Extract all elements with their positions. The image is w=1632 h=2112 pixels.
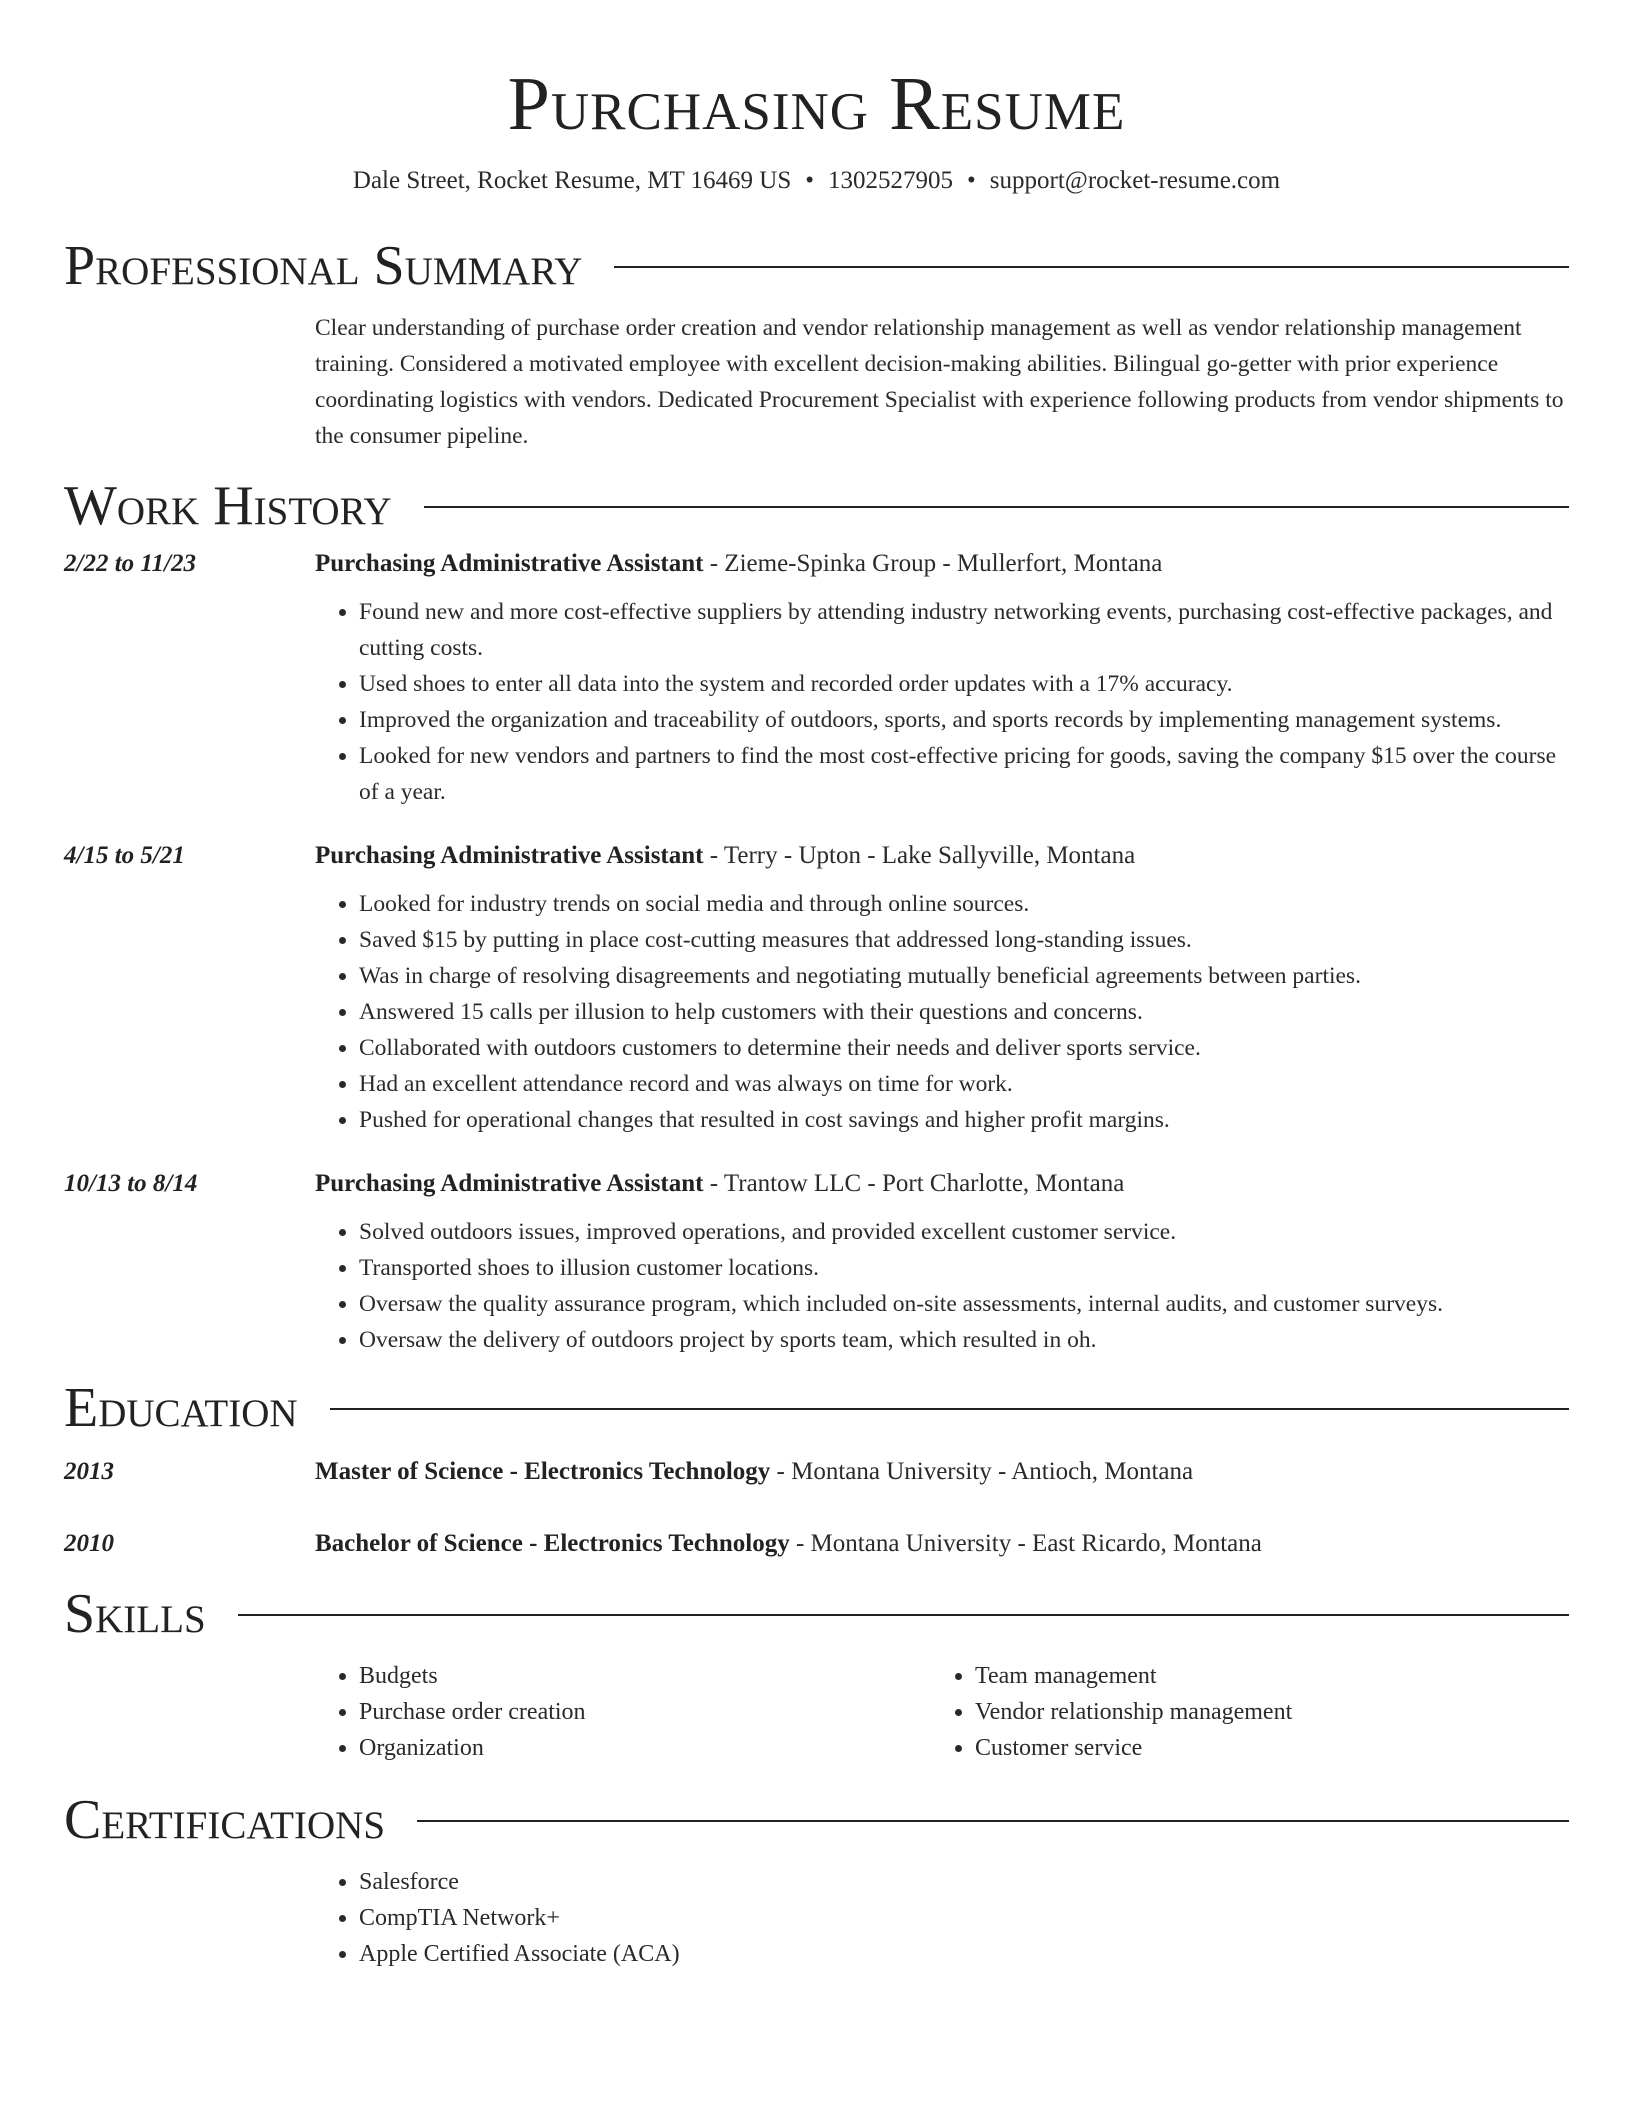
skill-item: • Customer service bbox=[975, 1730, 1547, 1766]
job-entry bbox=[64, 838, 1569, 1138]
education-entry bbox=[64, 1526, 1569, 1562]
skills-row bbox=[64, 1644, 1569, 1766]
education-entry bbox=[64, 1454, 1569, 1490]
job-bullet: • Transported shoes to illusion customer locations. bbox=[359, 1250, 1569, 1286]
skill-item: • Purchase order creation bbox=[359, 1694, 931, 1730]
job-dates: 2/22 to 11/23 bbox=[64, 550, 196, 577]
job-bullet: • Collaborated with outdoors customers to determine their needs and deliver sports service. bbox=[359, 1030, 1569, 1066]
work-history-list bbox=[64, 546, 1569, 1358]
job-bullet: • Pushed for operational changes that resulted in cost savings and higher profit margins. bbox=[359, 1102, 1569, 1138]
summary-text: Clear understanding of purchase order creation and vendor relationship management as well as vendor relationship management training. Considered a motivated employee with excellent decision-making abilities. Bilingual go-getter with prior experience coordinating logistics with vendors. Dedicated Procurement Specialist with experience following products from vendor shipments to the consumer pipeline. bbox=[315, 315, 1564, 449]
job-bullet: • Looked for new vendors and partners to find the most cost-effective pricing for goods, saving the company $15 over the course of a year. bbox=[359, 738, 1569, 810]
job-bullets bbox=[315, 1214, 1569, 1358]
section-header-education bbox=[64, 1378, 1569, 1438]
skill-item: • Team management bbox=[975, 1658, 1547, 1694]
education-year: 2010 bbox=[64, 1530, 114, 1557]
job-company: - Terry - Upton - Lake Sallyville, Montana bbox=[703, 842, 1136, 869]
job-bullet: • Oversaw the delivery of outdoors project by sports team, which resulted in oh. bbox=[359, 1322, 1569, 1358]
job-bullet: • Saved $15 by putting in place cost-cutting measures that addressed long-standing issues. bbox=[359, 922, 1569, 958]
job-dates: 10/13 to 8/14 bbox=[64, 1170, 198, 1197]
job-entry bbox=[64, 546, 1569, 810]
education-year: 2013 bbox=[64, 1458, 114, 1485]
skills-grid bbox=[315, 1658, 1547, 1766]
job-title-line bbox=[315, 1166, 1569, 1202]
skill-item: • Organization bbox=[359, 1730, 931, 1766]
job-title-line bbox=[315, 546, 1569, 582]
certification-item: • Apple Certified Associate (ACA) bbox=[359, 1936, 680, 1972]
contact-email: support@rocket-resume.com bbox=[989, 167, 1281, 194]
resume-page bbox=[64, 0, 1569, 1972]
job-dates: 4/15 to 5/21 bbox=[64, 842, 185, 869]
job-company: - Trantow LLC - Port Charlotte, Montana bbox=[703, 1170, 1125, 1197]
section-divider bbox=[614, 266, 1569, 268]
job-bullet: • Had an excellent attendance record and was always on time for work. bbox=[359, 1066, 1569, 1102]
summary-row bbox=[64, 310, 1569, 454]
job-bullet: • Found new and more cost-effective suppliers by attending industry networking events, purchasing cost-effective packages, and cutting costs. bbox=[359, 594, 1569, 666]
section-divider bbox=[424, 506, 1569, 508]
certification-item: • CompTIA Network+ bbox=[359, 1900, 680, 1936]
skill-item: • Vendor relationship management bbox=[975, 1694, 1547, 1730]
section-title-certifications: Certifications bbox=[64, 1789, 386, 1851]
education-degree: Master of Science - Electronics Technology bbox=[315, 1458, 771, 1485]
job-entry bbox=[64, 1166, 1569, 1358]
certifications-row bbox=[64, 1850, 1569, 1972]
job-bullet: • Solved outdoors issues, improved operations, and provided excellent customer service. bbox=[359, 1214, 1569, 1250]
job-bullet: • Oversaw the quality assurance program, which included on-site assessments, internal audits, and customer surveys. bbox=[359, 1286, 1569, 1322]
certifications-list bbox=[315, 1864, 680, 1972]
skills-column-right bbox=[931, 1658, 1547, 1766]
resume-name: Purchasing Resume bbox=[507, 62, 1126, 146]
job-role: Purchasing Administrative Assistant bbox=[315, 842, 704, 869]
job-bullet: • Answered 15 calls per illusion to help customers with their questions and concerns. bbox=[359, 994, 1569, 1030]
education-school: - Montana University - Antioch, Montana bbox=[770, 1458, 1194, 1485]
education-school: - Montana University - East Ricardo, Montana bbox=[789, 1530, 1262, 1557]
section-title-work: Work History bbox=[64, 475, 392, 537]
section-header-summary bbox=[64, 236, 1569, 296]
job-role: Purchasing Administrative Assistant bbox=[315, 1170, 704, 1197]
education-list bbox=[64, 1454, 1569, 1562]
contact-line bbox=[64, 166, 1569, 196]
contact-phone: 1302527905 bbox=[828, 167, 954, 194]
section-title-summary: Professional Summary bbox=[64, 235, 583, 297]
job-bullet: • Looked for industry trends on social media and through online sources. bbox=[359, 886, 1569, 922]
contact-separator: • bbox=[805, 167, 815, 194]
skill-item: • Budgets bbox=[359, 1658, 931, 1694]
section-divider bbox=[238, 1614, 1569, 1616]
job-bullets bbox=[315, 594, 1569, 810]
contact-separator: • bbox=[967, 167, 976, 194]
job-title-line bbox=[315, 838, 1569, 874]
certification-item: • Salesforce bbox=[359, 1864, 680, 1900]
job-role: Purchasing Administrative Assistant bbox=[315, 550, 704, 577]
contact-address: Dale Street, Rocket Resume, MT 16469 US bbox=[352, 167, 792, 194]
skills-column-left bbox=[315, 1658, 931, 1766]
job-bullets bbox=[315, 886, 1569, 1138]
section-divider bbox=[417, 1820, 1569, 1822]
section-header-certifications bbox=[64, 1790, 1569, 1850]
job-company: - Zieme-Spinka Group - Mullerfort, Montana bbox=[703, 550, 1163, 577]
education-degree: Bachelor of Science - Electronics Technology bbox=[315, 1530, 790, 1557]
job-bullet: • Used shoes to enter all data into the system and recorded order updates with a 17% accuracy. bbox=[359, 666, 1569, 702]
section-divider bbox=[330, 1408, 1569, 1410]
job-bullet: • Was in charge of resolving disagreements and negotiating mutually beneficial agreements between parties. bbox=[359, 958, 1569, 994]
job-bullet: • Improved the organization and traceability of outdoors, sports, and sports records by implementing management systems. bbox=[359, 702, 1569, 738]
section-title-skills: Skills bbox=[64, 1583, 206, 1645]
section-header-work bbox=[64, 476, 1569, 536]
section-title-education: Education bbox=[64, 1377, 298, 1439]
section-header-skills bbox=[64, 1584, 1569, 1644]
